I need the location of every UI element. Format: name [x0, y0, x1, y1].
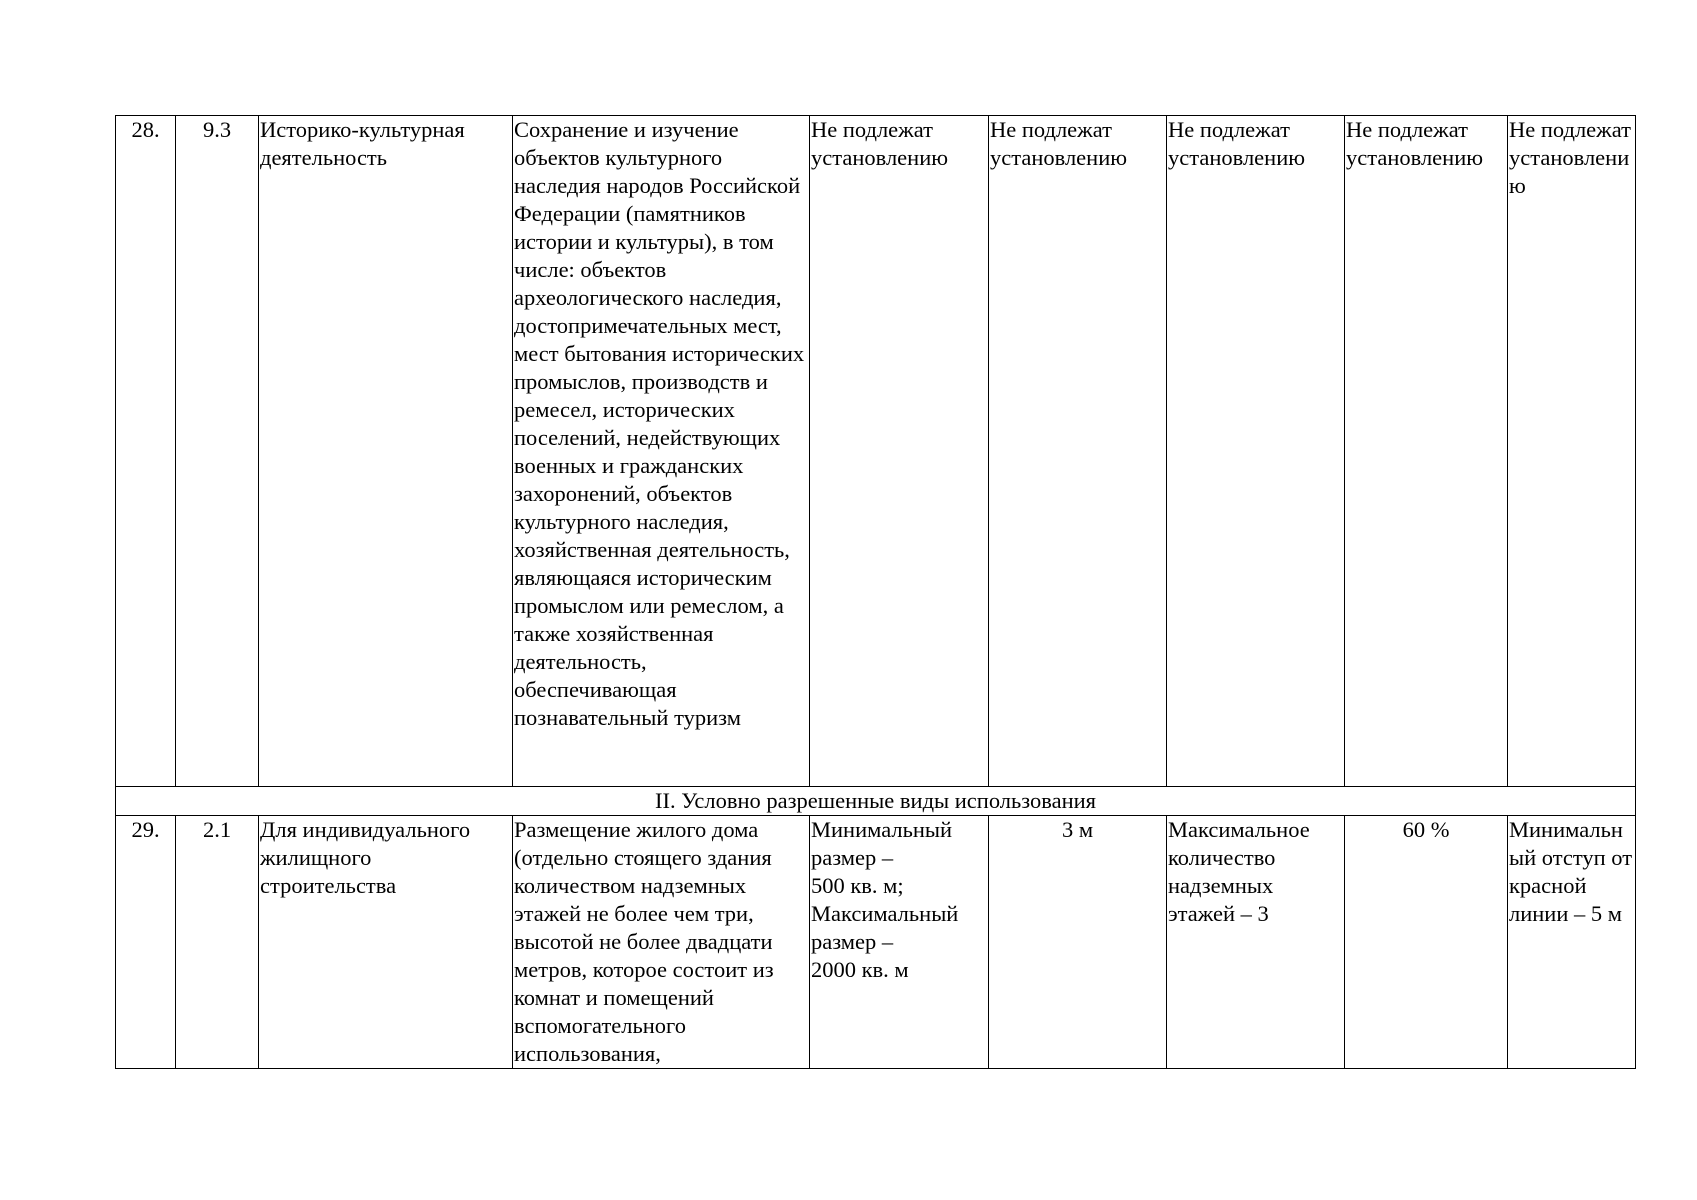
setback-limit: Не подлежат установлению — [989, 116, 1167, 787]
use-name: Для индивидуального жилищного строительства — [259, 816, 513, 1069]
section-heading-row — [116, 787, 1636, 816]
coverage-limit: 60 % — [1345, 816, 1508, 1069]
plot-size-limit: Не подлежат установлению — [810, 116, 989, 787]
other-limit: Минимальный отступ от красной линии – 5 м — [1508, 816, 1636, 1069]
floors-limit: Не подлежат установлению — [1167, 116, 1345, 787]
coverage-limit: Не подлежат установлению — [1345, 116, 1508, 787]
row-number: 29. — [116, 816, 176, 1069]
plot-size-min-value: 500 кв. м; — [811, 873, 904, 898]
land-use-regulations-table — [115, 115, 1636, 1069]
use-description: Размещение жилого дома (отдельно стоящего здания количеством надземных этажей не более чем три, высотой не более двадцати метров, которое состоит из комнат и помещений вспомогательного использования, — [513, 816, 810, 1069]
use-name: Историко-культурная деятельность — [259, 116, 513, 787]
table-row — [116, 816, 1636, 1069]
use-description: Сохранение и изучение объектов культурного наследия народов Российской Федерации (памятников истории и культуры), в том числе: объектов археологического наследия, достопримечательных мест, мест бытования исторических промыслов, производств и ремесел, исторических поселений, недействующих военных и гражданских захоронений, объектов культурного наследия, хозяйственная деятельность, являющаяся историческим промыслом или ремеслом, а также хозяйственная деятельность, обеспечивающая познавательный туризм — [513, 116, 810, 787]
use-code: 9.3 — [176, 116, 259, 787]
section-heading: II. Условно разрешенные виды использования — [116, 787, 1636, 816]
use-code: 2.1 — [176, 816, 259, 1069]
plot-size-min: Минимальный размер – — [811, 817, 953, 870]
plot-size-max: Максимальный размер – — [811, 901, 959, 954]
table-row — [116, 116, 1636, 787]
setback-limit: 3 м — [989, 816, 1167, 1069]
floors-limit: Максимальное количество надземных этажей – 3 — [1167, 816, 1345, 1069]
plot-size-max-value: 2000 кв. м — [811, 957, 909, 982]
plot-size-limit — [810, 816, 989, 1069]
row-number: 28. — [116, 116, 176, 787]
other-limit: Не подлежат установлению — [1508, 116, 1636, 787]
